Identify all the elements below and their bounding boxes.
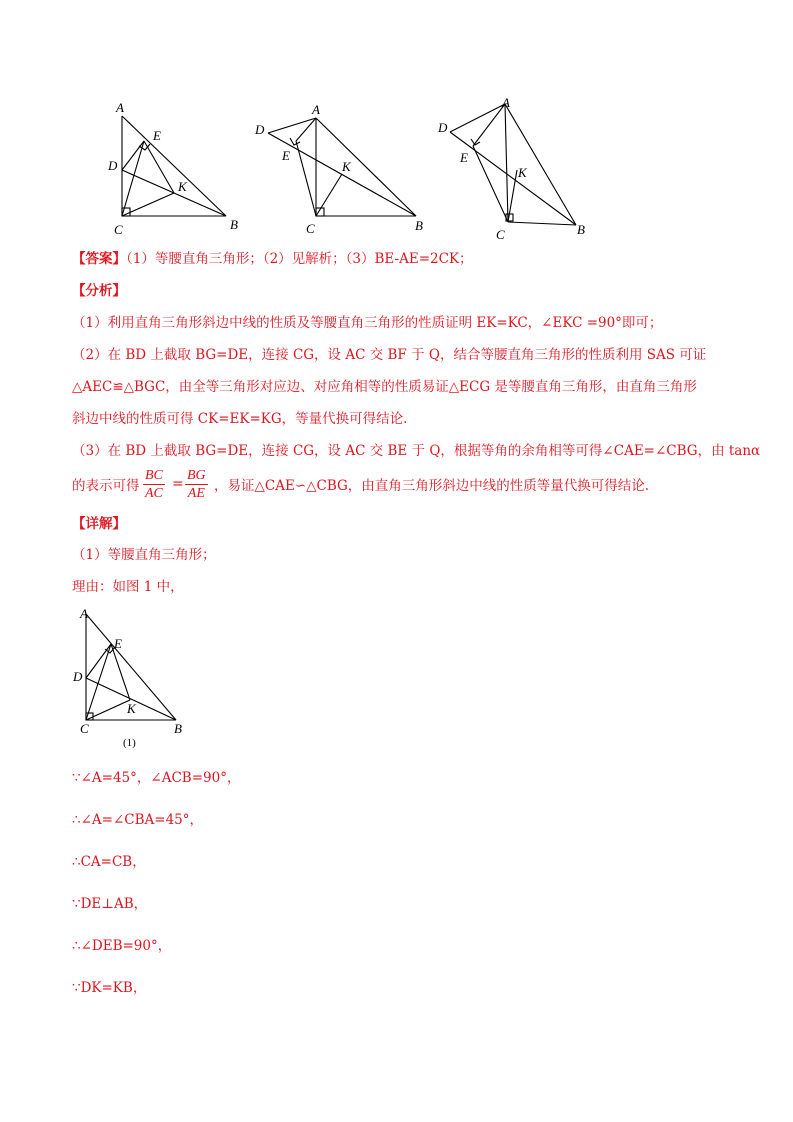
fig1-label-d: D [108, 158, 118, 173]
figure-3 [430, 94, 595, 244]
fig2-label-k: K [342, 159, 351, 174]
step-4: ∵DE⊥AB， [72, 896, 148, 912]
analysis-paragraph-3-line-2-post: ，易证△CAE∽△CBG，由直角三角形斜边中线的性质等量代换可得结论. [214, 478, 650, 494]
fig1-label-a: A [116, 100, 124, 115]
fig1-label-k: K [178, 179, 187, 194]
fig3-label-b: B [577, 222, 585, 237]
detail-label: 【详解】 [72, 516, 126, 532]
fig1-label-b: B [230, 217, 238, 232]
fraction-1-numerator: BC [145, 468, 163, 483]
analysis-paragraph-2-line-2: △AEC≌△BGC，由全等三角形对应边、对应角相等的性质易证△ECG 是等腰直角三角形，由直角三角形 [72, 379, 697, 395]
fig2-label-e: E [282, 148, 290, 163]
analysis-label: 【分析】 [72, 283, 126, 299]
fig3-label-k: K [518, 165, 527, 180]
step-1: ∵∠A=45°，∠ACB=90°， [72, 770, 241, 786]
fraction-2-numerator: BG [187, 468, 206, 483]
fig3-label-a: A [502, 95, 510, 110]
answer-text: （1）等腰直角三角形；（2）见解析；（3）BE-AE=2CK； [126, 251, 473, 267]
fig4-label-k: K [127, 701, 136, 716]
step-3: ∴CA=CB， [72, 854, 146, 870]
analysis-paragraph-3-line-2-pre: 的表示可得 [72, 478, 140, 494]
figure-2 [250, 98, 440, 240]
fig1-label-c: C [114, 222, 123, 237]
answer-line [72, 249, 473, 269]
fig3-label-d: D [438, 120, 448, 135]
fraction-2-denominator: AE [187, 486, 205, 501]
fig4-label-a: A [80, 606, 88, 621]
step-2: ∴∠A=∠CBA=45°， [72, 812, 204, 828]
analysis-paragraph-2-line-3: 斜边中线的性质可得 CK=EK=KG，等量代换可得结论. [72, 411, 408, 427]
figure-4-diagram [70, 604, 200, 754]
step-5: ∴∠DEB=90°， [72, 938, 172, 954]
detail-reason: 理由：如图 1 中， [72, 579, 184, 595]
fig2-label-a: A [312, 102, 320, 117]
fig3-label-e: E [460, 150, 468, 165]
answer-label: 【答案】 [72, 251, 126, 267]
analysis-paragraph-2-line-1: （2）在 BD 上截取 BG=DE，连接 CG，设 AC 交 BF 于 Q，结合等腰直角三角形的性质利用 SAS 可证 [72, 347, 707, 363]
fig4-label-e: E [114, 636, 122, 651]
fig2-label-d: D [255, 122, 265, 137]
equals-sign: = [172, 476, 184, 492]
fraction-bc-over-ac [143, 467, 165, 502]
fig4-caption: (1) [123, 737, 136, 749]
fig3-label-c: C [496, 227, 505, 242]
fraction-bg-over-ae [185, 467, 208, 502]
analysis-paragraph-3-line-1: （3）在 BD 上截取 BG=DE，连接 CG，设 AC 交 BE 于 Q，根据等角的余角相等可得∠CAE=∠CBG，由 tanα [72, 443, 761, 459]
figure-3-diagram [430, 94, 595, 244]
fig2-label-b: B [415, 218, 423, 233]
figure-1-diagram [100, 98, 260, 240]
detail-item-1: （1）等腰直角三角形； [72, 547, 216, 563]
fig2-label-c: C [306, 221, 315, 236]
fraction-1-denominator: AC [145, 486, 163, 501]
analysis-paragraph-1: （1）利用直角三角形斜边中线的性质及等腰直角三角形的性质证明 EK=KC，∠EKC =90°即可； [72, 315, 663, 331]
step-6: ∵DK=KB， [72, 980, 147, 996]
figure-4 [70, 604, 200, 754]
fig1-label-e: E [153, 128, 161, 143]
figure-2-diagram [250, 98, 440, 240]
fig4-label-b: B [174, 721, 182, 736]
fig4-label-c: C [80, 721, 89, 736]
figure-1 [100, 98, 260, 240]
fig4-label-d: D [73, 669, 83, 684]
